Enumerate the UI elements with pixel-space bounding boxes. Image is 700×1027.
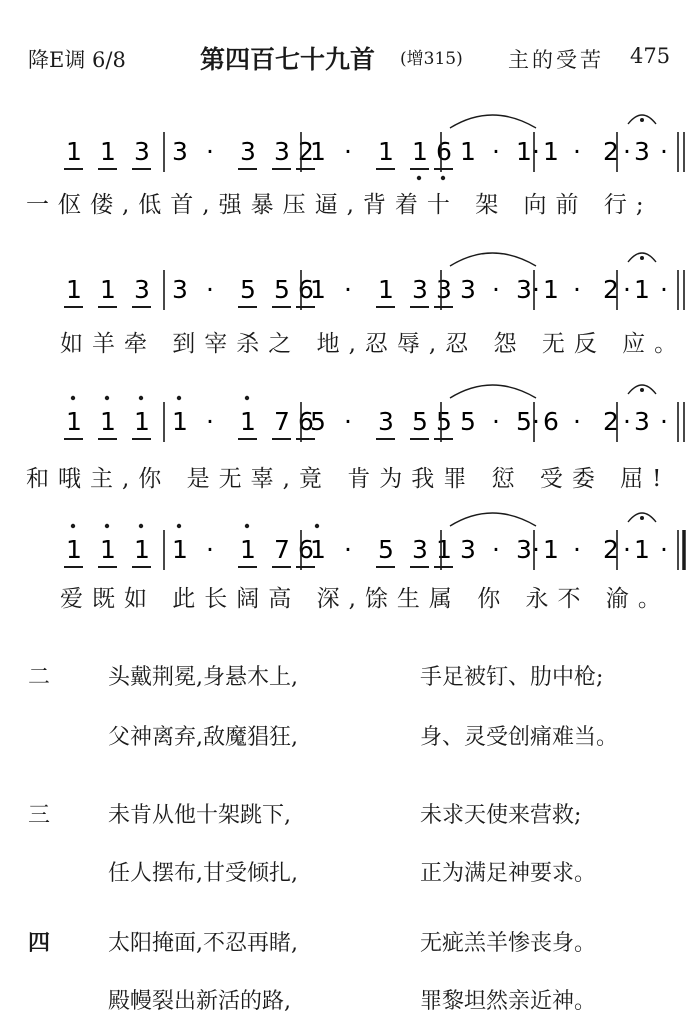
note: · (206, 275, 214, 304)
verse-number-4: 四 (28, 930, 51, 956)
note: · (492, 407, 500, 436)
lyric-line-2: 如羊牵 到宰杀之 地,忍辱,忍 怨 无反 应。 (60, 331, 687, 357)
fermata-dot (640, 256, 644, 260)
octave-dot-above (71, 396, 75, 400)
note: 1 (240, 407, 256, 436)
octave-dot-below (441, 176, 445, 180)
note: · (532, 275, 540, 304)
note: · (492, 535, 500, 564)
fermata-dot (640, 388, 644, 392)
verse-line: 罪黎坦然亲近神。 (420, 989, 597, 1014)
category-label: 主的受苦 (508, 48, 604, 72)
note: · (344, 137, 352, 166)
note: · (660, 275, 668, 304)
note: 1 (66, 275, 82, 304)
note: 3 (274, 137, 290, 166)
note: 3 (240, 137, 256, 166)
note: 2 (298, 137, 314, 166)
note: 1 (460, 137, 476, 166)
note: 5 (436, 407, 452, 436)
note: · (344, 407, 352, 436)
fermata-dot (640, 118, 644, 122)
note: · (573, 535, 581, 564)
note: 7 (274, 535, 290, 564)
note: 1 (310, 137, 326, 166)
note: · (623, 275, 631, 304)
note: 3 (634, 137, 650, 166)
note: 1 (172, 535, 188, 564)
note: 3 (412, 275, 428, 304)
note: · (344, 275, 352, 304)
note: 1 (543, 275, 559, 304)
note: 1 (172, 407, 188, 436)
note: 2 (603, 275, 619, 304)
verse-line: 太阳掩面,不忍再睹, (108, 931, 298, 956)
note: · (573, 137, 581, 166)
lyric-line-4: 爱既如 此长阔高 深,馀生属 你 永不 渝。 (60, 586, 670, 612)
note: 7 (274, 407, 290, 436)
note: 5 (274, 275, 290, 304)
lyric-line-1: 一伛偻,低首,强暴压逼,背着十 架 向前 行; (26, 192, 653, 218)
note: 5 (516, 407, 532, 436)
note: 5 (378, 535, 394, 564)
note: · (623, 137, 631, 166)
octave-dot-above (105, 396, 109, 400)
note: 1 (134, 407, 150, 436)
note: · (492, 137, 500, 166)
note: 2 (603, 137, 619, 166)
note: · (623, 407, 631, 436)
note: 3 (634, 407, 650, 436)
note: 3 (516, 535, 532, 564)
tie-arc (450, 385, 536, 398)
note: 1 (240, 535, 256, 564)
note: 5 (310, 407, 326, 436)
note: 1 (66, 407, 82, 436)
note: 6 (436, 137, 452, 166)
note: 1 (66, 535, 82, 564)
page-number: 475 (630, 44, 671, 68)
octave-dot-below (417, 176, 421, 180)
verse-line: 父神离弃,敌魔猖狂, (108, 725, 298, 750)
hymn-title: 第四百七十九首 (200, 45, 376, 74)
note: · (492, 275, 500, 304)
note: 5 (460, 407, 476, 436)
note: · (660, 137, 668, 166)
tie-arc (450, 253, 536, 266)
note: 2 (603, 535, 619, 564)
note: 1 (310, 535, 326, 564)
note: 1 (100, 137, 116, 166)
note: · (344, 535, 352, 564)
note: · (532, 137, 540, 166)
note: 1 (100, 275, 116, 304)
note: 1 (543, 535, 559, 564)
verse-line: 头戴荆冕,身悬木上, (108, 665, 298, 690)
note: 3 (134, 275, 150, 304)
note: 3 (412, 535, 428, 564)
verse-number-2: 二 (28, 665, 51, 690)
tie-arc (450, 513, 536, 526)
note: 3 (172, 275, 188, 304)
octave-dot-above (105, 524, 109, 528)
note: 1 (378, 275, 394, 304)
key-signature: 降E调 6/8 (28, 48, 126, 72)
note: 1 (516, 137, 532, 166)
verse-number-3: 三 (28, 803, 51, 828)
note: 1 (634, 535, 650, 564)
note: 1 (436, 535, 452, 564)
verse-line: 无疵羔羊惨丧身。 (420, 931, 597, 956)
note: 1 (378, 137, 394, 166)
verse-line: 未求天使来营救; (420, 803, 582, 828)
note: 3 (378, 407, 394, 436)
fermata-dot (640, 516, 644, 520)
note: · (532, 407, 540, 436)
note: 3 (172, 137, 188, 166)
octave-dot-above (245, 524, 249, 528)
note: 1 (543, 137, 559, 166)
note: 3 (460, 275, 476, 304)
octave-dot-above (177, 524, 181, 528)
note: 1 (134, 535, 150, 564)
octave-dot-above (177, 396, 181, 400)
note: 6 (543, 407, 559, 436)
note: 5 (412, 407, 428, 436)
note: · (573, 407, 581, 436)
note: · (660, 407, 668, 436)
octave-dot-above (315, 524, 319, 528)
note: 3 (134, 137, 150, 166)
note: 6 (298, 275, 314, 304)
note: 1 (412, 137, 428, 166)
verse-line: 未肯从他十架跳下, (108, 803, 291, 828)
note: 6 (298, 407, 314, 436)
verse-line: 任人摆布,甘受倾扎, (108, 861, 298, 886)
tie-arc (450, 115, 536, 128)
note: · (660, 535, 668, 564)
note: 1 (66, 137, 82, 166)
octave-dot-above (139, 524, 143, 528)
octave-dot-above (71, 524, 75, 528)
note: 3 (516, 275, 532, 304)
supplement-number: (增315) (400, 49, 463, 69)
verse-line: 身、灵受创痛难当。 (420, 725, 619, 750)
octave-dot-above (245, 396, 249, 400)
note: 1 (634, 275, 650, 304)
lyric-line-3: 和哦主,你 是无辜,竟 肯为我罪 愆 受委 屈! (26, 466, 671, 492)
note: 1 (100, 407, 116, 436)
note: 1 (310, 275, 326, 304)
octave-dot-above (139, 396, 143, 400)
note: 2 (603, 407, 619, 436)
note: 3 (436, 275, 452, 304)
note: · (573, 275, 581, 304)
verse-line: 殿幔裂出新活的路, (108, 989, 291, 1014)
note: · (532, 535, 540, 564)
note: 6 (298, 535, 314, 564)
note: 3 (460, 535, 476, 564)
note: · (206, 407, 214, 436)
note: 5 (240, 275, 256, 304)
note: · (206, 535, 214, 564)
verse-line: 手足被钉、肋中枪; (420, 665, 604, 690)
note: 1 (100, 535, 116, 564)
note: · (623, 535, 631, 564)
note: · (206, 137, 214, 166)
verse-line: 正为满足神要求。 (420, 861, 597, 886)
